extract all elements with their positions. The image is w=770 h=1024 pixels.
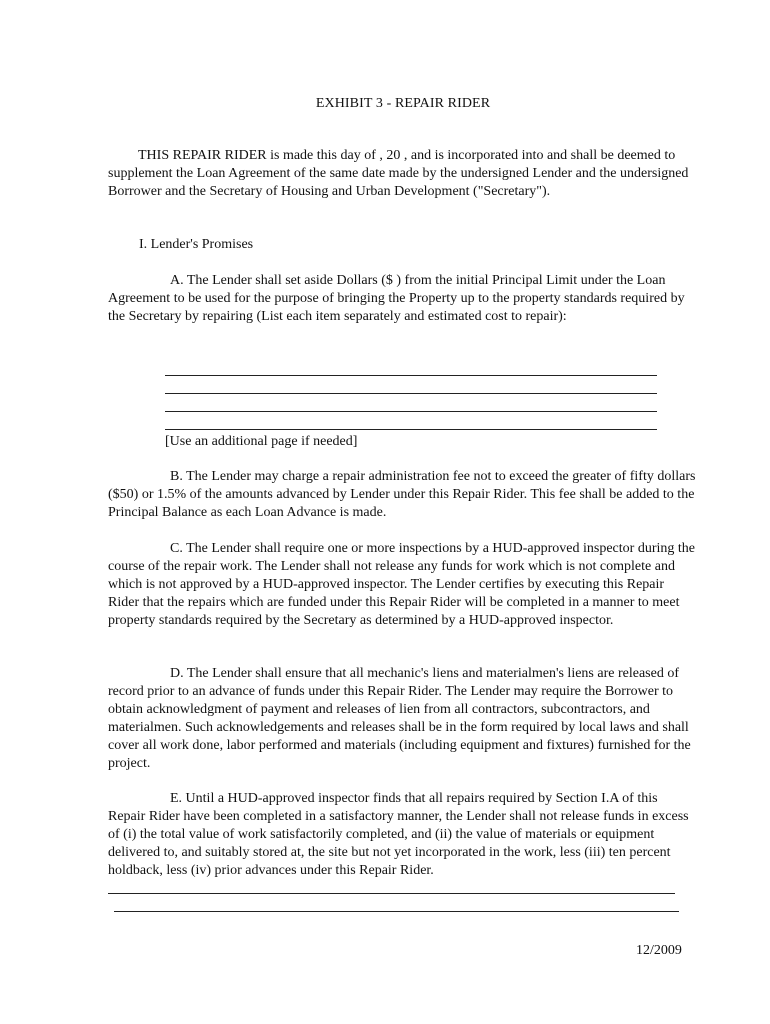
repair-item-line[interactable] [165,393,657,394]
blank-line [114,911,679,912]
blank-line [108,893,675,894]
repair-item-line[interactable] [165,375,657,376]
intro-paragraph [108,147,698,201]
paragraph-b [108,468,698,522]
paragraph-e [108,790,698,880]
intro-text: THIS REPAIR RIDER is made this day of , 20 , and is incorporated into and shall be deemed to supplement the Loan Agreement of the same date made by the undersigned Lender and the undersigned Borrower and the Secretary of Housing and Urban Development ("Secretary"). [108,148,689,199]
repair-item-line[interactable] [165,429,657,430]
section-heading: I. Lender's Promises [139,237,254,252]
paragraph-d [108,665,698,773]
additional-page-note: [Use an additional page if needed] [165,434,358,449]
document-title: EXHIBIT 3 - REPAIR RIDER [315,96,491,111]
paragraph-c-text: C. The Lender shall require one or more inspections by a HUD-approved inspector during the course of the repair work. The Lender shall not release any funds for work which is not complete and which is not approved by a HUD-approved inspector. The Lender certifies by executing this Repair Rider that the repairs which are funded under this Repair Rider will be completed in a manner to meet property standards required by the Secretary as determined by a HUD-approved inspector. [108,541,695,628]
revision-date: 12/2009 [636,943,682,958]
paragraph-c [108,540,698,630]
paragraph-b-text: B. The Lender may charge a repair administration fee not to exceed the greater of fifty dollars ($50) or 1.5% of the amounts advanced by Lender under this Repair Rider. This fee shall be added to the Principal Balance as each Loan Advance is made. [108,469,696,520]
paragraph-a [108,272,698,326]
paragraph-a-text: A. The Lender shall set aside Dollars ($ ) from the initial Principal Limit under the Loan Agreement to be used for the purpose of bringing the Property up to the property standards required by the Secretary by repairing (List each item separately and estimated cost to repair): [108,273,685,324]
paragraph-d-text: D. The Lender shall ensure that all mechanic's liens and materialmen's liens are released of record prior to an advance of funds under this Repair Rider. The Lender may require the Borrower to obtain acknowledgment of payment and releases of lien from all contractors, subcontractors, and materialmen. Such acknowledgements and releases shall be in the form required by local laws and shall cover all work done, labor performed and materials (including equipment and fixtures) furnished for the project. [108,666,691,771]
repair-item-line[interactable] [165,411,657,412]
paragraph-e-text: E. Until a HUD-approved inspector finds that all repairs required by Section I.A of this Repair Rider have been completed in a satisfactory manner, the Lender shall not release funds in excess of (i) the total value of work satisfactorily completed, and (ii) the value of materials or equipment delivered to, and suitably stored at, the site but not yet incorporated in the work, less (iii) ten percent holdback, less (iv) prior advances under this Repair Rider. [108,791,689,878]
